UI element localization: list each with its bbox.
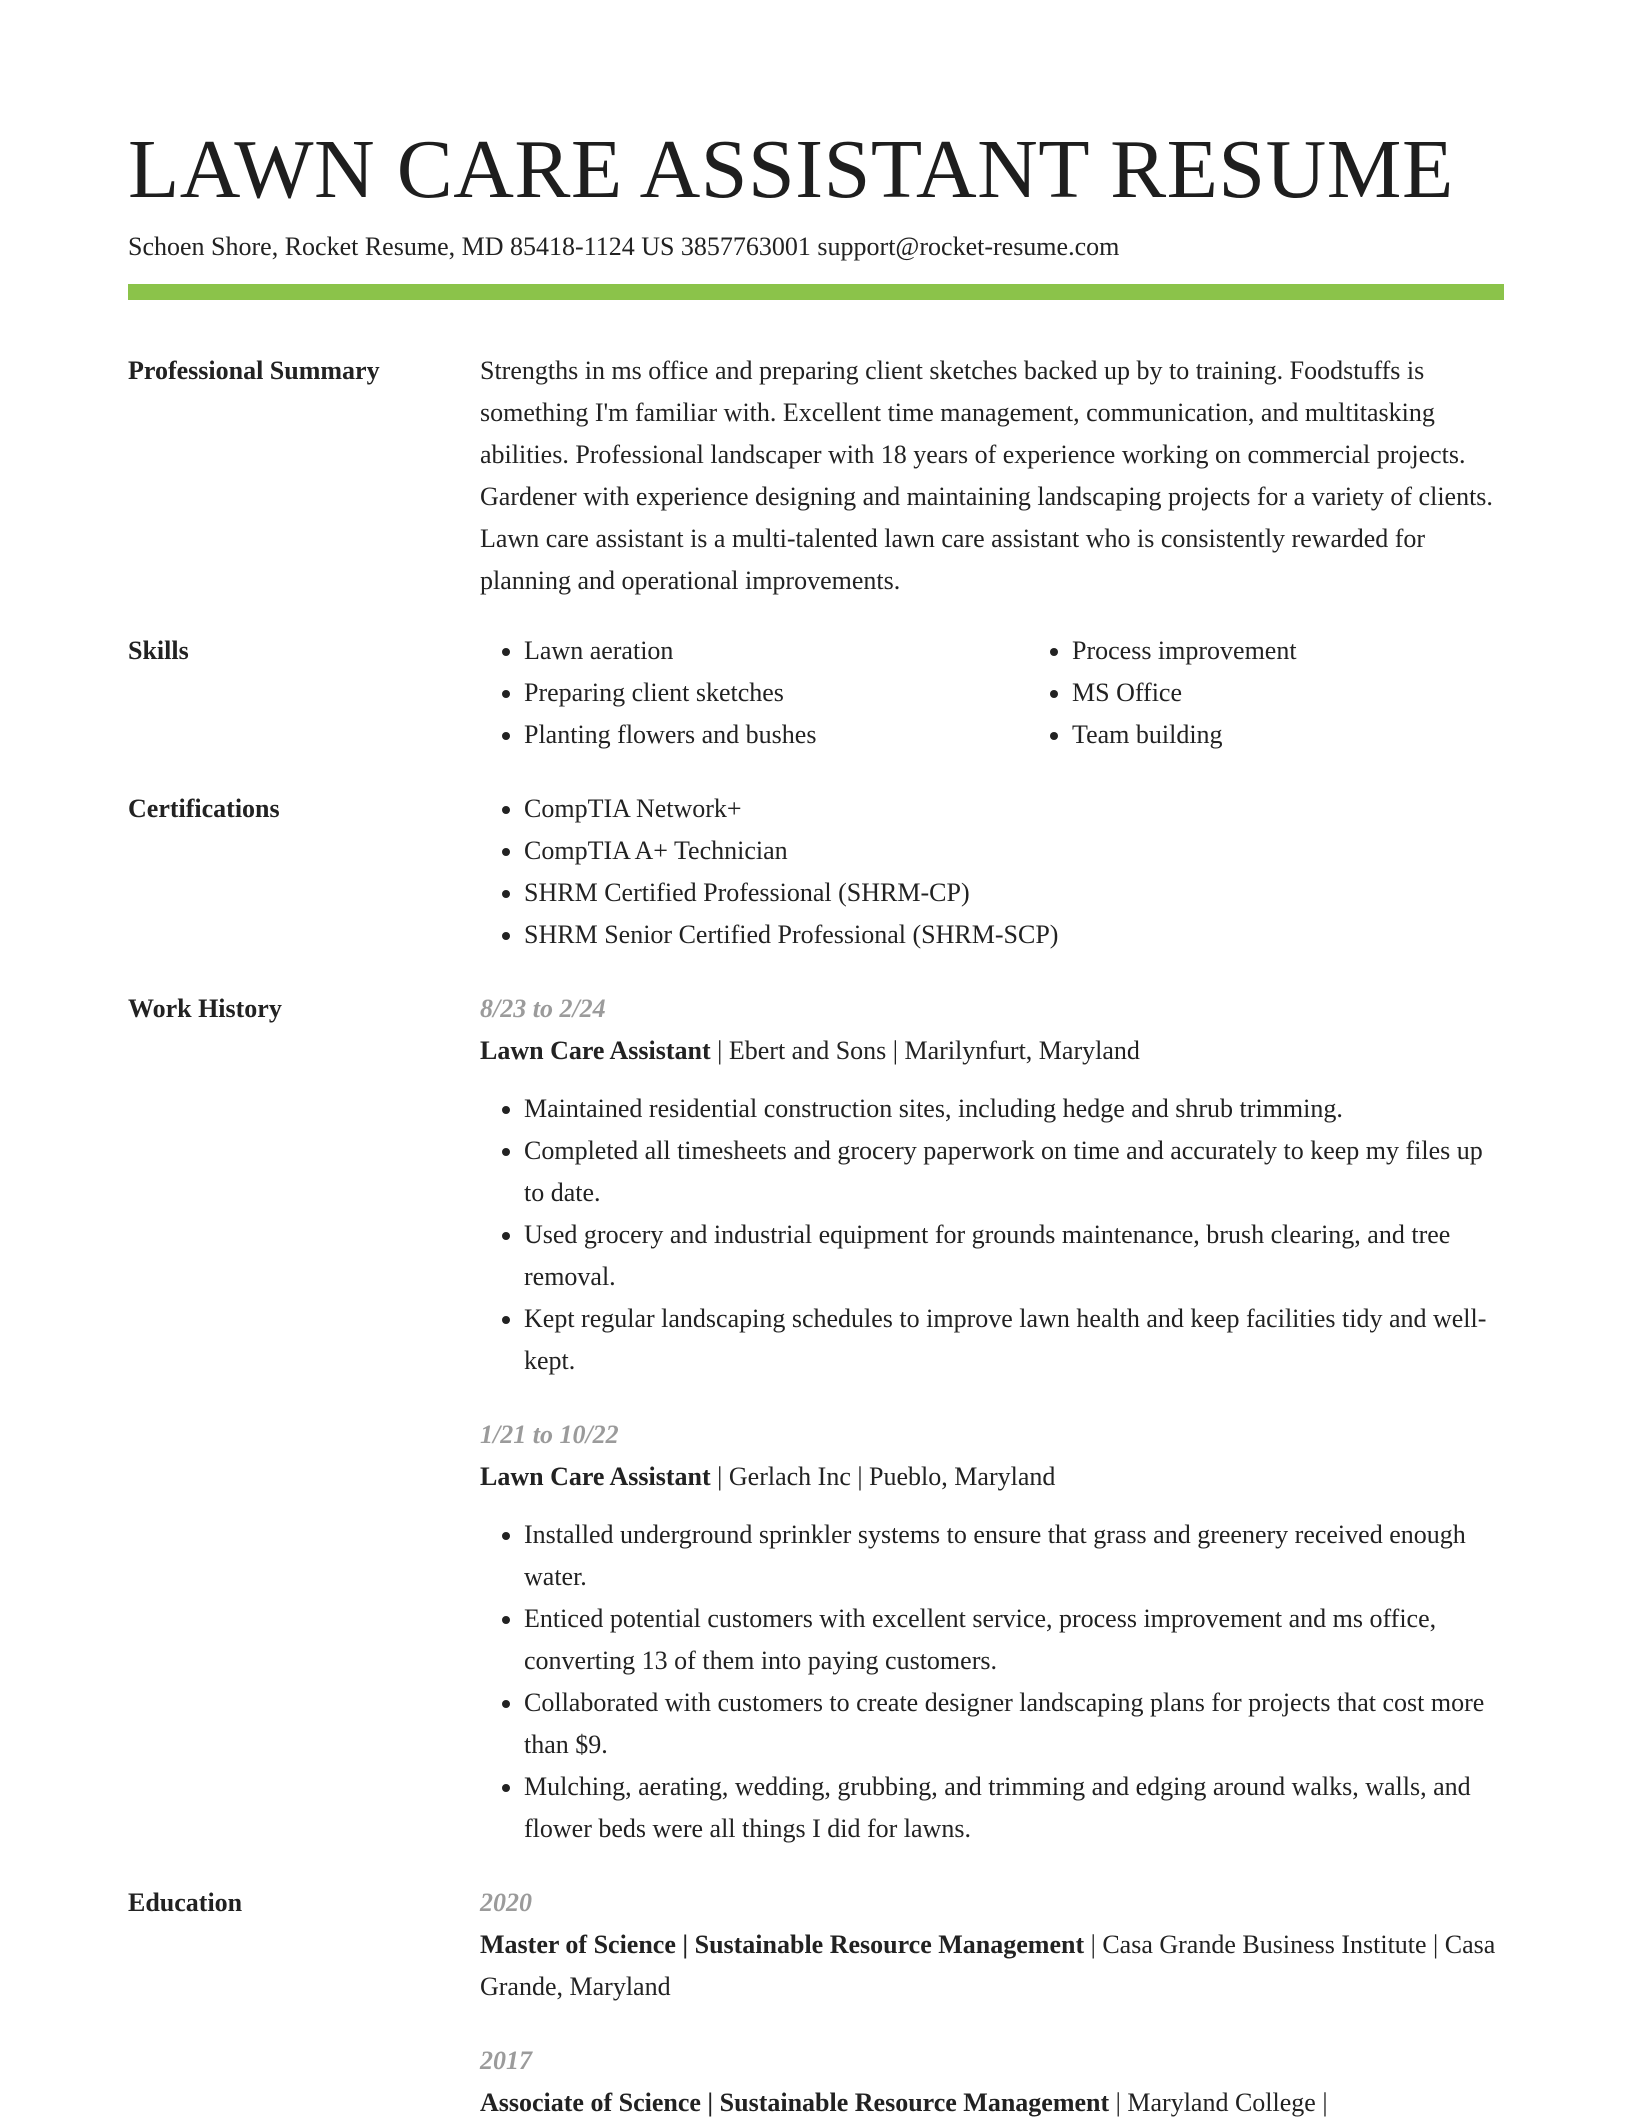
accent-divider xyxy=(128,284,1504,300)
job-details: | Gerlach Inc | Pueblo, Maryland xyxy=(710,1462,1056,1491)
job-title: Lawn Care Assistant xyxy=(480,1462,711,1491)
resume-title: LAWN CARE ASSISTANT RESUME xyxy=(128,123,1454,216)
skills-list-right xyxy=(1028,630,1576,756)
job-details: | Ebert and Sons | Marilynfurt, Maryland xyxy=(710,1036,1140,1065)
job-bullet: • Collaborated with customers to create designer landscaping plans for projects that cost more than $9. xyxy=(524,1682,1504,1766)
job-bullet: • Completed all timesheets and grocery paperwork on time and accurately to keep my files up to date. xyxy=(524,1130,1504,1214)
skill-item: • Preparing client sketches xyxy=(524,672,1028,714)
section-label-summary: Professional Summary xyxy=(128,356,380,385)
job-bullets xyxy=(480,1514,1504,1850)
education-year: 2017 xyxy=(480,2046,532,2075)
skills-section xyxy=(128,630,1504,756)
certifications-section xyxy=(128,788,1504,956)
job-dates: 1/21 to 10/22 xyxy=(480,1420,619,1449)
section-label-education: Education xyxy=(128,1888,243,1917)
summary-section xyxy=(128,350,1504,602)
certification-item: • CompTIA Network+ xyxy=(524,788,1504,830)
section-label-certifications: Certifications xyxy=(128,794,280,823)
education-degree: Master of Science | Sustainable Resource Management xyxy=(480,1930,1085,1959)
skill-item: • Lawn aeration xyxy=(524,630,1028,672)
job-bullet: • Kept regular landscaping schedules to improve lawn health and keep facilities tidy and well-kept. xyxy=(524,1298,1504,1382)
job-entry xyxy=(480,1414,1504,1850)
job-bullet: • Mulching, aerating, wedding, grubbing, and trimming and edging around walks, walls, and flower beds were all things I did for lawns. xyxy=(524,1766,1504,1850)
certification-item: • SHRM Certified Professional (SHRM-CP) xyxy=(524,872,1504,914)
summary-text: Strengths in ms office and preparing client sketches backed up by to training. Foodstuffs is something I'm familiar with. Excellent time management, communication, and multitasking abilities. Professional landscaper with 18 years of experience working on commercial projects. Gardener with experience designing and maintaining landscaping projects for a variety of clients. Lawn care assistant is a multi-talented lawn care assistant who is consistently rewarded for planning and operational improvements. xyxy=(480,356,1493,595)
education-details: | Maryland College | xyxy=(1109,2088,1328,2117)
job-bullets xyxy=(480,1088,1504,1382)
certification-item: • CompTIA A+ Technician xyxy=(524,830,1504,872)
education-details: | Casa Grande Business Institute | Casa Grande, Maryland xyxy=(480,1930,1496,2001)
job-bullet: • Installed underground sprinkler systems to ensure that grass and greenery received enough water. xyxy=(524,1514,1504,1598)
job-bullet: • Maintained residential construction sites, including hedge and shrub trimming. xyxy=(524,1088,1504,1130)
job-dates: 8/23 to 2/24 xyxy=(480,994,606,1023)
contact-info: Schoen Shore, Rocket Resume, MD 85418-1124 US 3857763001 support@rocket-resume.com xyxy=(128,232,1120,261)
education-entry xyxy=(480,2040,1504,2124)
job-bullet: • Enticed potential customers with excellent service, process improvement and ms office, converting 13 of them into paying customers. xyxy=(524,1598,1504,1682)
section-label-work-history: Work History xyxy=(128,994,282,1023)
education-degree: Associate of Science | Sustainable Resource Management xyxy=(480,2088,1110,2117)
resume-page xyxy=(128,122,1504,2124)
certification-item: • SHRM Senior Certified Professional (SHRM-SCP) xyxy=(524,914,1504,956)
education-entry xyxy=(480,1882,1504,2008)
section-label-skills: Skills xyxy=(128,636,189,665)
skill-item: • Process improvement xyxy=(1072,630,1576,672)
certifications-list xyxy=(480,788,1504,956)
work-history-section xyxy=(128,988,1504,1850)
job-title: Lawn Care Assistant xyxy=(480,1036,711,1065)
skill-item: • Planting flowers and bushes xyxy=(524,714,1028,756)
education-line xyxy=(480,1924,1504,2008)
job-bullet: • Used grocery and industrial equipment for grounds maintenance, brush clearing, and tree removal. xyxy=(524,1214,1504,1298)
skills-list-left xyxy=(480,630,1028,756)
job-role-line xyxy=(480,1456,1504,1498)
job-entry xyxy=(480,988,1504,1382)
education-year: 2020 xyxy=(480,1888,532,1917)
education-section xyxy=(128,1882,1504,2124)
job-role-line xyxy=(480,1030,1504,1072)
skill-item: • Team building xyxy=(1072,714,1576,756)
skill-item: • MS Office xyxy=(1072,672,1576,714)
education-line xyxy=(480,2082,1504,2124)
